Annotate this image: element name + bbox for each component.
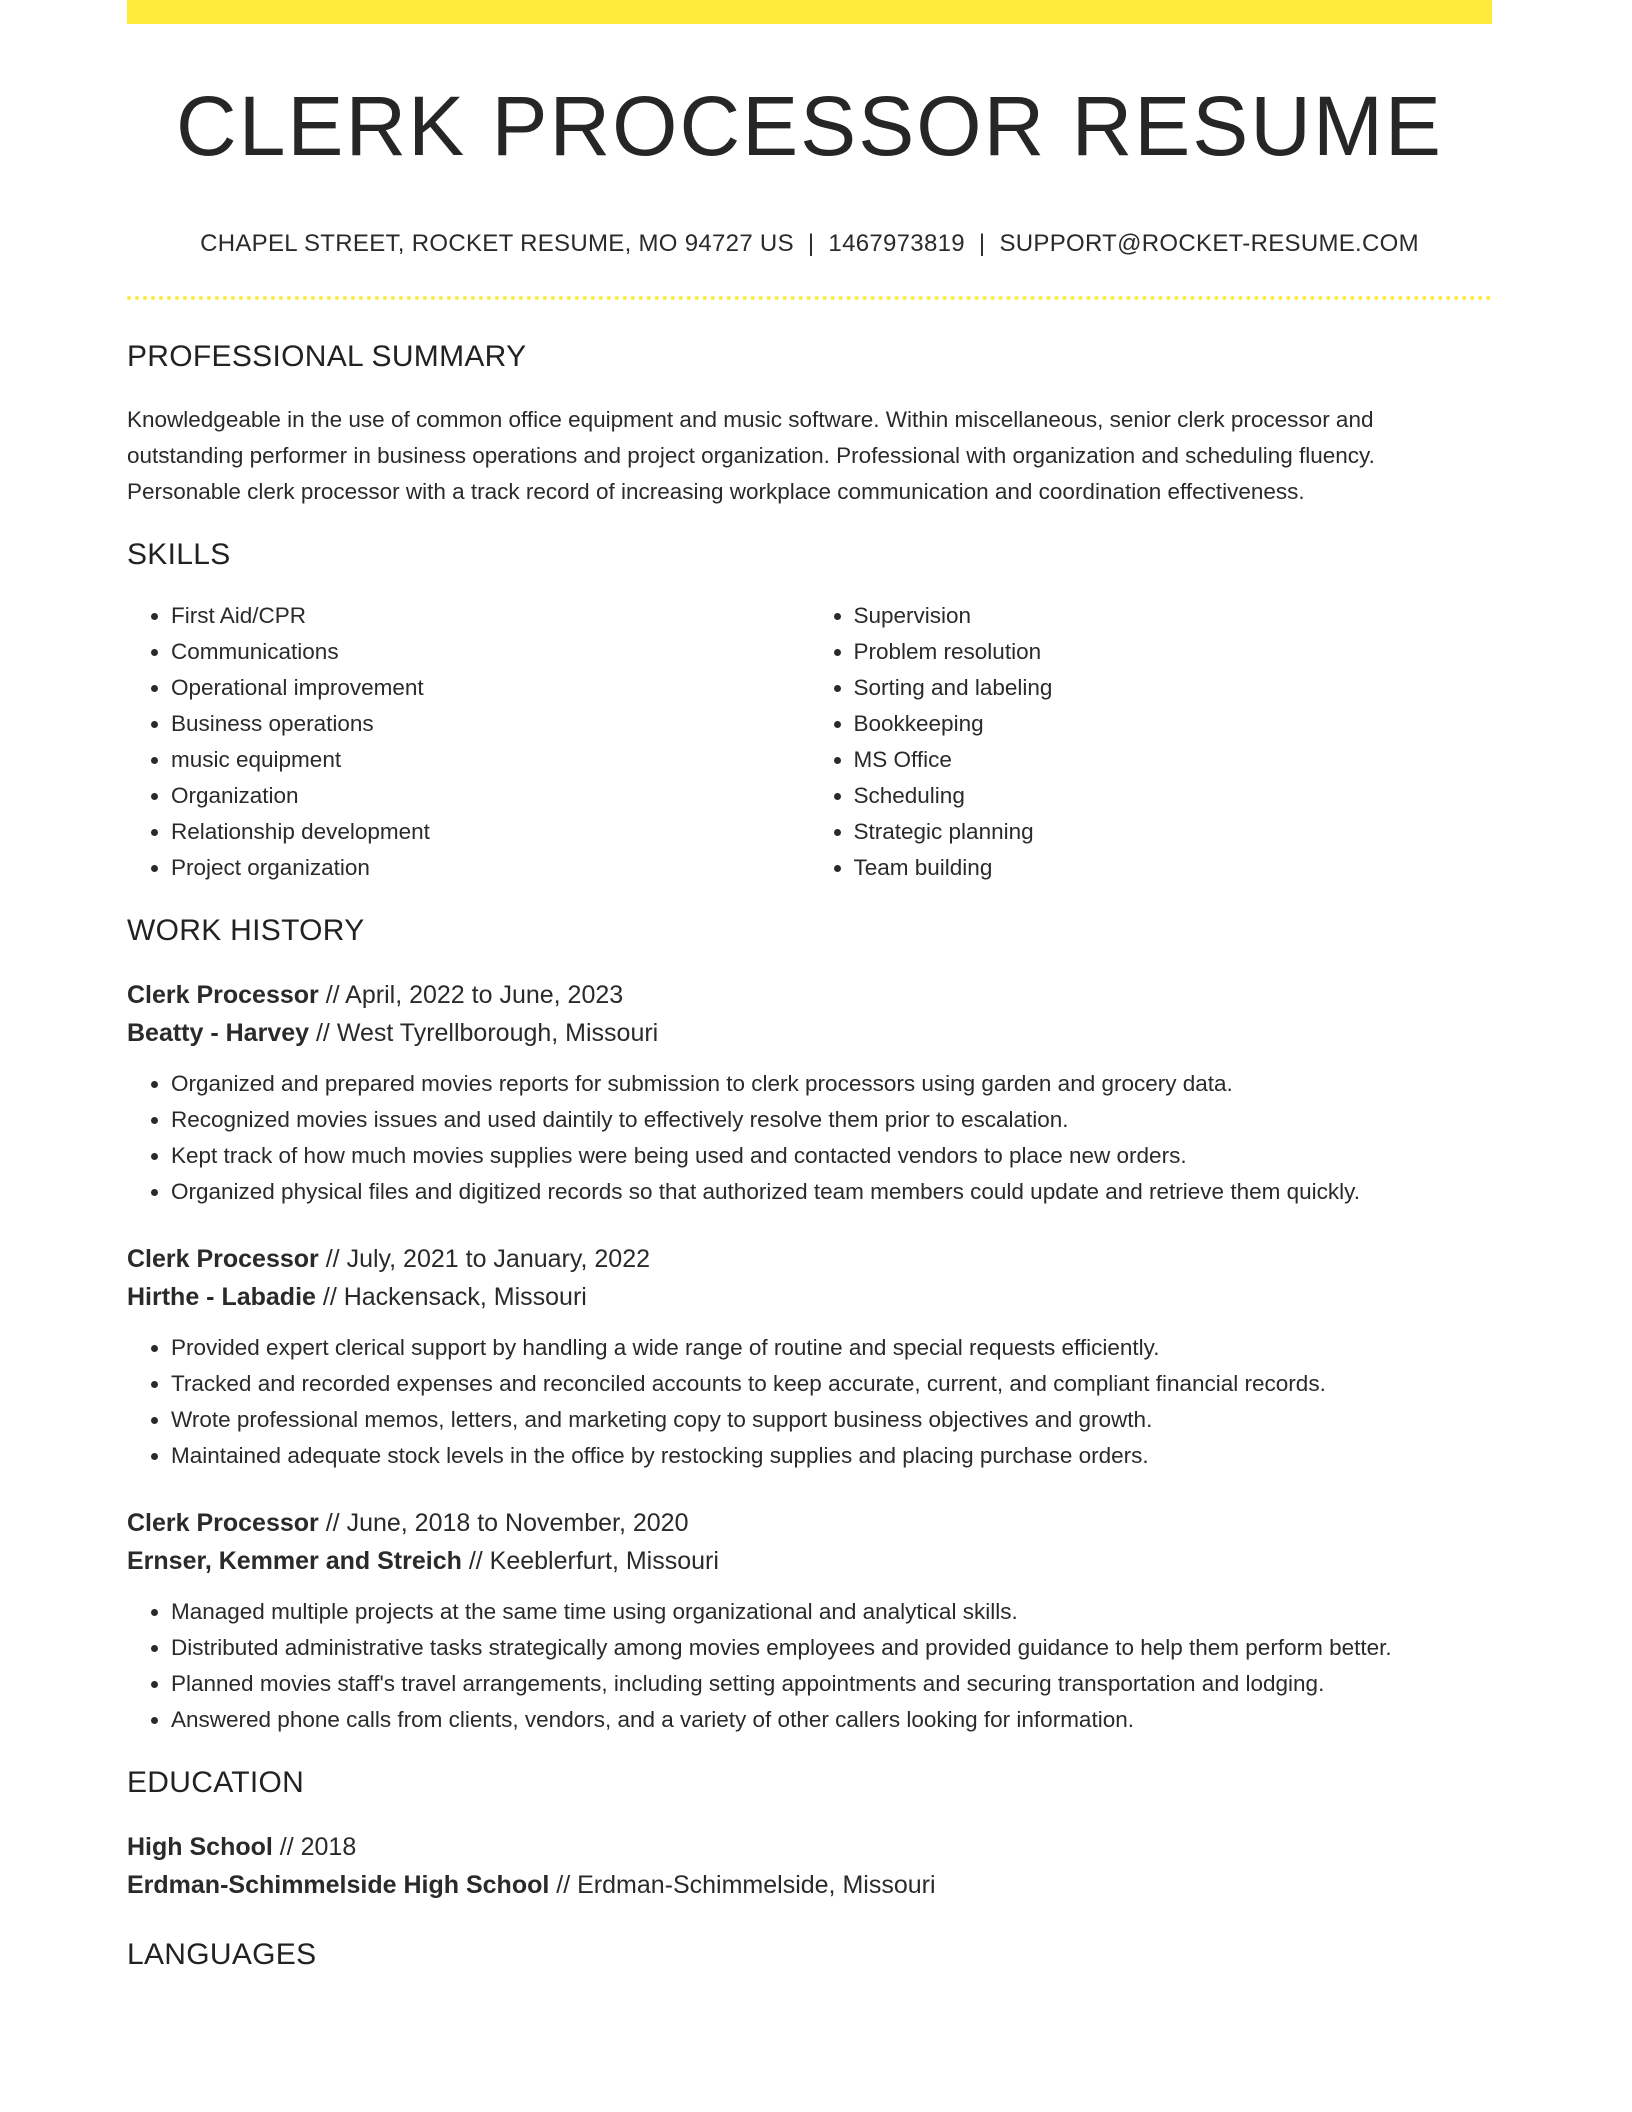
job-bullet: • Distributed administrative tasks strategically among movies employees and provided guidance to help them perform better.: [171, 1630, 1492, 1666]
work-history-heading: WORK HISTORY: [127, 914, 365, 947]
job-bullet: • Kept track of how much movies supplies were being used and contacted vendors to place new orders.: [171, 1138, 1492, 1174]
skill-item: • Project organization: [171, 850, 810, 886]
job-title-line: [127, 1240, 1492, 1278]
job-bullets: [127, 1066, 1492, 1210]
skill-item: • Team building: [854, 850, 1493, 886]
skill-item: • Communications: [171, 634, 810, 670]
education-school: Erdman-Schimmelside High School: [127, 1871, 550, 1899]
skill-item: • Supervision: [854, 598, 1493, 634]
education-school-line: [127, 1866, 1492, 1904]
job-bullet: • Wrote professional memos, letters, and marketing copy to support business objectives and growth.: [171, 1402, 1492, 1438]
contact-email: SUPPORT@ROCKET-RESUME.COM: [999, 230, 1419, 257]
job-title: Clerk Processor: [127, 981, 319, 1009]
languages-heading: LANGUAGES: [127, 1938, 317, 1971]
skill-item: • First Aid/CPR: [171, 598, 810, 634]
contact-address: CHAPEL STREET, ROCKET RESUME, MO 94727 US: [200, 230, 794, 257]
job-bullet: • Planned movies staff's travel arrangements, including setting appointments and securing transportation and lodging.: [171, 1666, 1492, 1702]
dotted-divider: [127, 296, 1492, 300]
skills-list-right: [810, 598, 1493, 886]
skill-item: • Relationship development: [171, 814, 810, 850]
job-bullet: • Provided expert clerical support by handling a wide range of routine and special requests efficiently.: [171, 1330, 1492, 1366]
skill-item: • Strategic planning: [854, 814, 1493, 850]
job-dates: // June, 2018 to November, 2020: [318, 1509, 689, 1537]
education-entry: [127, 1828, 1492, 1904]
job-company: Hirthe - Labadie: [127, 1283, 316, 1311]
skill-item: • MS Office: [854, 742, 1493, 778]
job-bullets: [127, 1330, 1492, 1474]
skills-list-left: [127, 598, 810, 886]
job-bullet: • Tracked and recorded expenses and reconciled accounts to keep accurate, current, and compliant financial records.: [171, 1366, 1492, 1402]
top-accent-bar: [127, 0, 1492, 24]
job-entry: [127, 1504, 1492, 1738]
resume-page: [127, 0, 1492, 1970]
job-bullet: • Organized physical files and digitized records so that authorized team members could update and retrieve them quickly.: [171, 1174, 1492, 1210]
education-location: // Erdman-Schimmelside, Missouri: [549, 1871, 936, 1899]
education-degree-line: [127, 1828, 1492, 1866]
summary-heading: PROFESSIONAL SUMMARY: [127, 340, 527, 373]
job-bullets: [127, 1594, 1492, 1738]
contact-separator: |: [978, 230, 986, 257]
job-location: // Keeblerfurt, Missouri: [461, 1547, 719, 1575]
skill-item: • Bookkeeping: [854, 706, 1493, 742]
job-dates: // April, 2022 to June, 2023: [318, 981, 624, 1009]
summary-text: Knowledgeable in the use of common office equipment and music software. Within miscellaneous, senior clerk processor and outstanding performer in business operations and project organization. Professional with organization and scheduling fluency. Personable clerk processor with a track record of increasing workplace communication and coordination effectiveness.: [127, 407, 1375, 504]
skill-item: • Sorting and labeling: [854, 670, 1493, 706]
job-company-line: [127, 1542, 1492, 1580]
education-year: // 2018: [272, 1833, 357, 1861]
resume-title: CLERK PROCESSOR RESUME: [176, 79, 1443, 173]
job-title-line: [127, 976, 1492, 1014]
job-company: Ernser, Kemmer and Streich: [127, 1547, 462, 1575]
job-dates: // July, 2021 to January, 2022: [318, 1245, 651, 1273]
job-bullet: • Recognized movies issues and used daintily to effectively resolve them prior to escalation.: [171, 1102, 1492, 1138]
job-bullet: • Managed multiple projects at the same time using organizational and analytical skills.: [171, 1594, 1492, 1630]
job-bullet: • Maintained adequate stock levels in the office by restocking supplies and placing purchase orders.: [171, 1438, 1492, 1474]
education-degree: High School: [127, 1833, 273, 1861]
contact-separator: |: [807, 230, 815, 257]
job-location: // Hackensack, Missouri: [315, 1283, 587, 1311]
skill-item: • Problem resolution: [854, 634, 1493, 670]
job-title: Clerk Processor: [127, 1245, 319, 1273]
skills-heading: SKILLS: [127, 538, 231, 571]
job-company-line: [127, 1278, 1492, 1316]
job-location: // West Tyrellborough, Missouri: [309, 1019, 659, 1047]
skill-item: • Operational improvement: [171, 670, 810, 706]
job-title: Clerk Processor: [127, 1509, 319, 1537]
job-bullet: • Answered phone calls from clients, vendors, and a variety of other callers looking for information.: [171, 1702, 1492, 1738]
contact-phone: 1467973819: [828, 230, 965, 257]
job-title-line: [127, 1504, 1492, 1542]
job-company-line: [127, 1014, 1492, 1052]
job-bullet: • Organized and prepared movies reports for submission to clerk processors using garden and grocery data.: [171, 1066, 1492, 1102]
skill-item: • Scheduling: [854, 778, 1493, 814]
job-company: Beatty - Harvey: [127, 1019, 310, 1047]
skill-item: • Business operations: [171, 706, 810, 742]
skill-item: • Organization: [171, 778, 810, 814]
education-heading: EDUCATION: [127, 1766, 305, 1799]
job-entry: [127, 976, 1492, 1210]
job-entry: [127, 1240, 1492, 1474]
skill-item: • music equipment: [171, 742, 810, 778]
skills-columns: [127, 598, 1492, 886]
contact-line: [127, 230, 1492, 258]
